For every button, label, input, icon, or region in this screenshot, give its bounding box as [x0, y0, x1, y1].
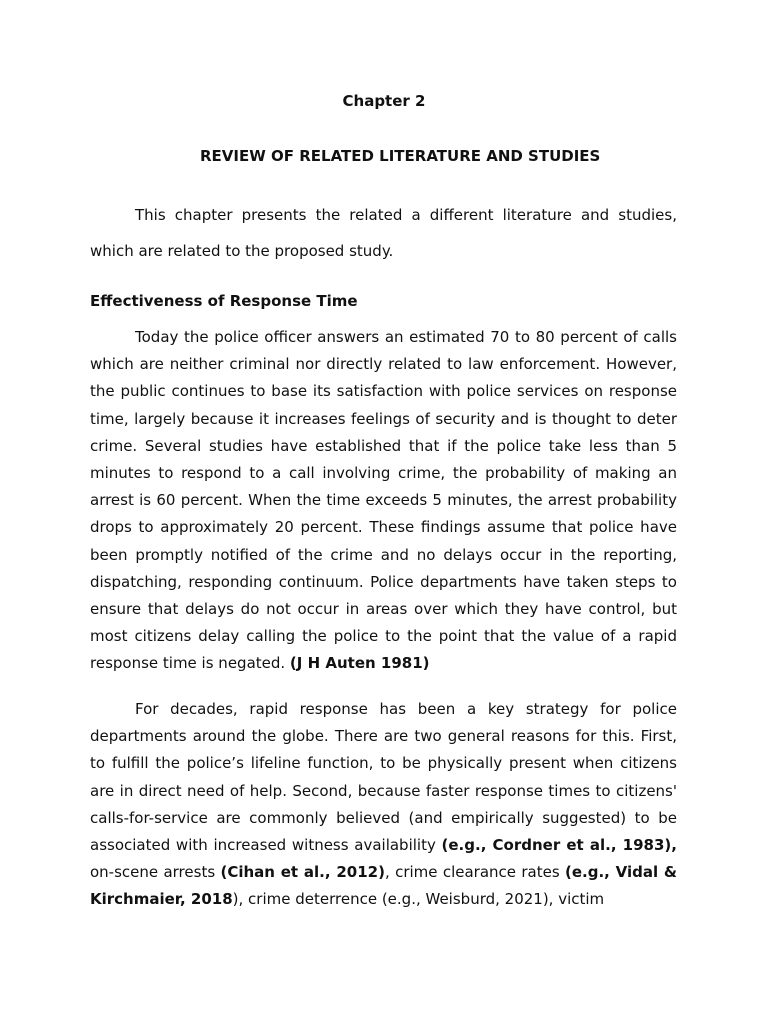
paragraph-text: on-scene arrests — [90, 863, 221, 882]
chapter-label: Chapter 2 — [342, 92, 426, 110]
response-time-paragraph — [90, 324, 677, 678]
citation: (J H Auten 1981) — [289, 654, 430, 673]
section-title: Effectiveness of Response Time — [90, 292, 358, 310]
citation: (Cihan et al., 2012) — [220, 863, 385, 882]
citation: (e.g., Cordner et al., 1983), — [441, 836, 677, 855]
paragraph-text: ), crime deterrence (e.g., Weisburd, 2021), victim — [232, 890, 605, 909]
paragraph-text: For decades, rapid response has been a key strategy for police departments around the globe. There are two general reasons for this. First, to fulfill the police’s lifeline function, to be physically present when citizens are in direct need of help. Second, because faster response times to citizens' calls-for-service are commonly believed (and empirically suggested) to be associated with increased witness availability — [90, 700, 677, 855]
chapter-heading: REVIEW OF RELATED LITERATURE AND STUDIES — [200, 147, 601, 165]
intro-paragraph: This chapter presents the related a different literature and studies, which are related to the proposed study. — [90, 206, 677, 260]
paragraph-text: Today the police officer answers an estimated 70 to 80 percent of calls which are neither criminal nor directly related to law enforcement. However, the public continues to base its satisfaction with police services on response time, largely because it increases feelings of security and is thought to deter crime. Several studies have established that if the police take less than 5 minutes to respond to a call involving crime, the probability of making an arrest is 60 percent. When the time exceeds 5 minutes, the arrest probability drops to approximately 20 percent. These findings assume that police have been promptly notified of the crime and no delays occur in the reporting, dispatching, responding continuum. Police departments have taken steps to ensure that delays do not occur in areas over which they have control, but most citizens delay calling the police to the point that the value of a rapid response time is negated. — [90, 328, 677, 673]
citation: (e.g., Vidal & Kirchmaier, 2018 — [90, 863, 678, 909]
paragraph-text: , crime clearance rates — [384, 863, 565, 882]
rapid-response-paragraph — [90, 696, 677, 914]
